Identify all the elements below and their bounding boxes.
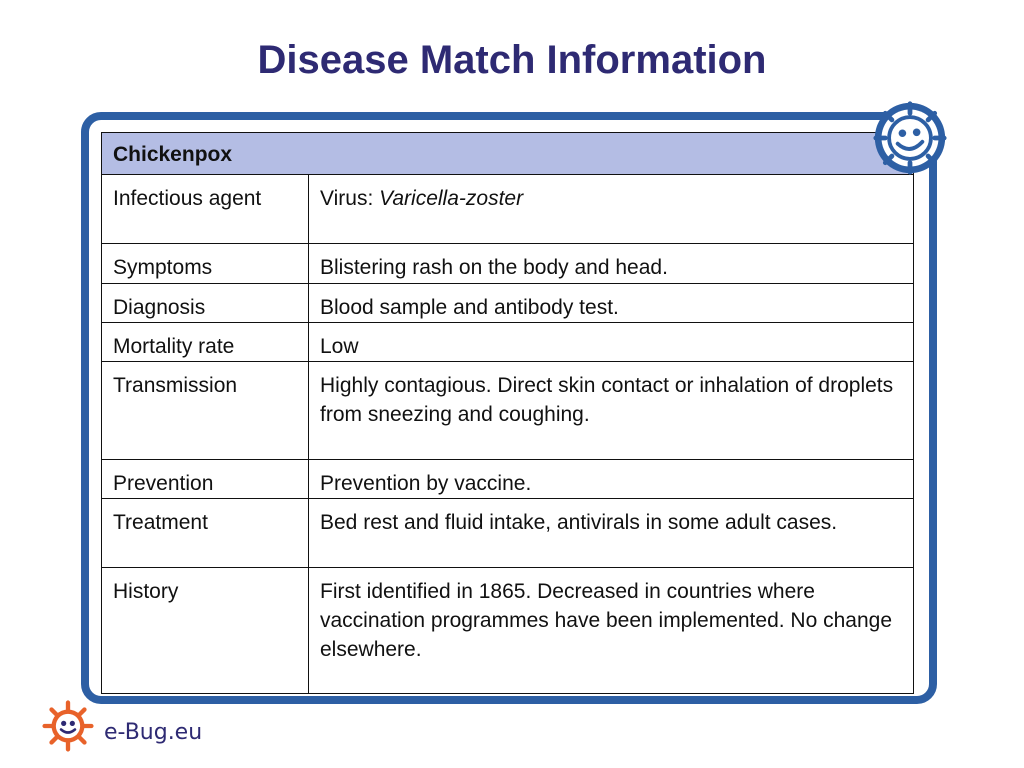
table-row <box>102 175 914 244</box>
row-value: Bed rest and fluid intake, antivirals in some adult cases. <box>309 499 914 568</box>
row-label: Prevention <box>102 460 309 499</box>
table-row <box>102 284 914 323</box>
disease-info-table <box>101 132 914 694</box>
table-row <box>102 362 914 460</box>
smiling-microbe-icon <box>872 100 948 176</box>
row-label: Infectious agent <box>102 175 309 244</box>
row-value <box>309 175 914 244</box>
table-header-row <box>102 133 914 175</box>
agent-name: Varicella-zoster <box>379 187 524 210</box>
table-row <box>102 568 914 694</box>
row-label: Transmission <box>102 362 309 460</box>
row-value: Low <box>309 323 914 362</box>
table-row <box>102 460 914 499</box>
table-row <box>102 244 914 284</box>
row-value: Highly contagious. Direct skin contact or inhalation of droplets from sneezing and coughing. <box>309 362 914 460</box>
page-title: Disease Match Information <box>257 38 767 82</box>
ebug-logo-icon <box>42 700 94 752</box>
row-value: Blistering rash on the body and head. <box>309 244 914 284</box>
table-row <box>102 323 914 362</box>
footer-site-name: e-Bug.eu <box>104 720 203 745</box>
row-label: Symptoms <box>102 244 309 284</box>
agent-prefix: Virus: <box>320 187 380 210</box>
row-label: Treatment <box>102 499 309 568</box>
row-label: History <box>102 568 309 694</box>
table-row <box>102 499 914 568</box>
row-value: Prevention by vaccine. <box>309 460 914 499</box>
row-label: Diagnosis <box>102 284 309 323</box>
disease-name: Chickenpox <box>102 133 914 175</box>
row-value: Blood sample and antibody test. <box>309 284 914 323</box>
row-label: Mortality rate <box>102 323 309 362</box>
row-value: First identified in 1865. Decreased in countries where vaccination programmes have been implemented. No change elsewhere. <box>309 568 914 694</box>
